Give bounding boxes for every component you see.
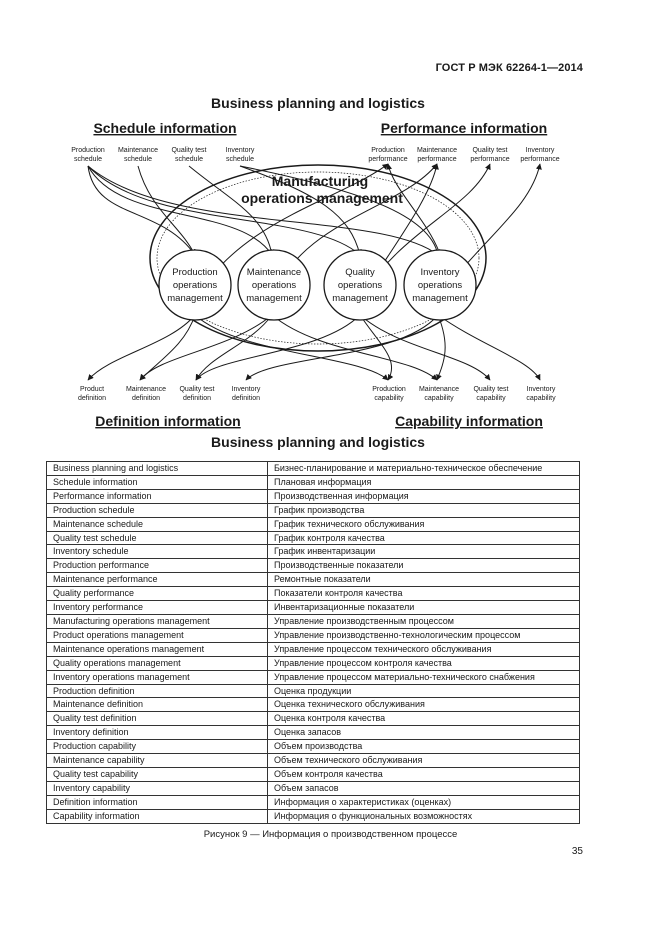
performance-information-heading: Performance information xyxy=(380,120,548,136)
sub-ellipse-line1: Quality xyxy=(345,267,375,278)
russian-term: Информация о характеристиках (оценках) xyxy=(268,795,580,809)
russian-term: Объем контроля качества xyxy=(268,767,580,781)
english-term: Quality test definition xyxy=(47,712,268,726)
english-term: Quality test capability xyxy=(47,767,268,781)
definition-label-line1: Quality test xyxy=(179,386,215,393)
performance-label-line1: Maintenance xyxy=(416,147,458,154)
capability-labels xyxy=(372,386,556,402)
performance-label-line1: Quality test xyxy=(472,147,508,154)
capability-label-line2: capability xyxy=(476,395,506,402)
definition-information-heading: Definition information xyxy=(95,413,241,429)
table-row xyxy=(47,614,580,628)
definition-label-line1: Inventory xyxy=(231,386,261,393)
sub-ellipse-line1: Maintenance xyxy=(246,267,302,278)
table-row xyxy=(47,670,580,684)
table-row xyxy=(47,601,580,615)
definition-label-line1: Product xyxy=(79,386,105,393)
english-term: Production schedule xyxy=(47,503,268,517)
definition-label-line2: definition xyxy=(77,395,107,402)
english-term: Inventory performance xyxy=(47,601,268,615)
table-row xyxy=(47,545,580,559)
schedule-label-line2: schedule xyxy=(225,156,255,163)
table-row xyxy=(47,503,580,517)
sub-ellipse-line1: Production xyxy=(172,267,218,278)
english-term: Maintenance operations management xyxy=(47,642,268,656)
performance-label-line2: performance xyxy=(368,156,408,163)
table-row xyxy=(47,698,580,712)
sub-ellipses xyxy=(159,250,476,320)
table-row xyxy=(47,531,580,545)
russian-term: Плановая информация xyxy=(268,475,580,489)
capability-label-line1: Maintenance xyxy=(418,386,460,393)
english-term: Production performance xyxy=(47,559,268,573)
capability-label-line2: capability xyxy=(374,395,404,402)
performance-label-line2: performance xyxy=(417,156,457,163)
definition-label-line2: definition xyxy=(131,395,161,402)
schedule-label-line1: Maintenance xyxy=(117,147,159,154)
russian-term: Производственные показатели xyxy=(268,559,580,573)
definition-label-line2: definition xyxy=(182,395,212,402)
sub-ellipse-line2: operations xyxy=(172,280,218,291)
capability-label-line1: Inventory xyxy=(526,386,556,393)
table-row xyxy=(47,684,580,698)
schedule-label-line1: Inventory xyxy=(225,147,255,154)
sub-ellipse-line2: operations xyxy=(417,280,463,291)
english-term: Inventory capability xyxy=(47,781,268,795)
sub-ellipse-line2: operations xyxy=(337,280,383,291)
russian-term: Управление процессом технического обслуживания xyxy=(268,642,580,656)
schedule-arrows xyxy=(88,166,438,255)
russian-term: Управление процессом материально-технического снабжения xyxy=(268,670,580,684)
performance-label-line2: performance xyxy=(520,156,560,163)
english-term: Production definition xyxy=(47,684,268,698)
russian-term: График контроля качества xyxy=(268,531,580,545)
english-term: Inventory schedule xyxy=(47,545,268,559)
russian-term: Объем запасов xyxy=(268,781,580,795)
table-row xyxy=(47,489,580,503)
english-term: Performance information xyxy=(47,489,268,503)
schedule-label-line1: Production xyxy=(71,147,105,154)
english-term: Definition information xyxy=(47,795,268,809)
schedule-labels xyxy=(71,147,255,163)
english-term: Business planning and logistics xyxy=(47,462,268,476)
english-term: Inventory definition xyxy=(47,726,268,740)
english-term: Maintenance schedule xyxy=(47,517,268,531)
sub-ellipse-line3: management xyxy=(332,293,388,304)
capability-label-line1: Quality test xyxy=(473,386,509,393)
russian-term: Производственная информация xyxy=(268,489,580,503)
sub-ellipse-line1: Inventory xyxy=(420,267,460,278)
sub-ellipse-line3: management xyxy=(167,293,223,304)
diagram-bottom-title: Business planning and logistics xyxy=(211,434,425,450)
russian-term: Оценка запасов xyxy=(268,726,580,740)
russian-term: Бизнес-планирование и материально-техническое обеспечение xyxy=(268,462,580,476)
russian-term: Ремонтные показатели xyxy=(268,573,580,587)
english-term: Maintenance capability xyxy=(47,754,268,768)
table-row xyxy=(47,726,580,740)
standard-header: ГОСТ Р МЭК 62264-1—2014 xyxy=(435,62,583,74)
performance-label-line2: performance xyxy=(470,156,510,163)
definition-arrows xyxy=(88,315,438,380)
english-term: Quality performance xyxy=(47,587,268,601)
table-row xyxy=(47,587,580,601)
english-term: Maintenance performance xyxy=(47,573,268,587)
schedule-label-line1: Quality test xyxy=(171,147,207,154)
schedule-label-line2: schedule xyxy=(174,156,204,163)
russian-term: Управление процессом контроля качества xyxy=(268,656,580,670)
english-term: Quality test schedule xyxy=(47,531,268,545)
operations-information-diagram xyxy=(0,0,661,460)
english-term: Schedule information xyxy=(47,475,268,489)
table-row xyxy=(47,573,580,587)
sub-ellipse-line2: operations xyxy=(251,280,297,291)
glossary-table xyxy=(46,461,580,824)
table-row xyxy=(47,781,580,795)
schedule-label-line2: schedule xyxy=(73,156,103,163)
table-row xyxy=(47,559,580,573)
table-row xyxy=(47,795,580,809)
definition-labels xyxy=(78,386,261,402)
russian-term: Оценка контроля качества xyxy=(268,712,580,726)
table-row xyxy=(47,809,580,823)
english-term: Production capability xyxy=(47,740,268,754)
russian-term: Объем технического обслуживания xyxy=(268,754,580,768)
table-row xyxy=(47,740,580,754)
schedule-label-line2: schedule xyxy=(123,156,153,163)
mom-title-line1: Manufacturing xyxy=(271,173,369,189)
table-row xyxy=(47,475,580,489)
capability-label-line1: Production xyxy=(372,386,406,393)
page-number: 35 xyxy=(571,846,583,857)
russian-term: Управление производственным процессом xyxy=(268,614,580,628)
sub-ellipse-line3: management xyxy=(246,293,302,304)
capability-label-line2: capability xyxy=(526,395,556,402)
performance-labels xyxy=(368,147,559,163)
english-term: Product operations management xyxy=(47,628,268,642)
table-row xyxy=(47,754,580,768)
mom-title-line2: operations management xyxy=(241,190,403,206)
english-term: Quality operations management xyxy=(47,656,268,670)
definition-label-line1: Maintenance xyxy=(125,386,167,393)
performance-label-line1: Inventory xyxy=(525,147,555,154)
english-term: Inventory operations management xyxy=(47,670,268,684)
russian-term: График инвентаризации xyxy=(268,545,580,559)
schedule-information-heading: Schedule information xyxy=(93,120,237,136)
table-row xyxy=(47,462,580,476)
russian-term: Информация о функциональных возможностях xyxy=(268,809,580,823)
table-row xyxy=(47,517,580,531)
russian-term: Оценка продукции xyxy=(268,684,580,698)
russian-term: Управление производственно-технологическим процессом xyxy=(268,628,580,642)
russian-term: График производства xyxy=(268,503,580,517)
definition-label-line2: definition xyxy=(231,395,261,402)
english-term: Maintenance definition xyxy=(47,698,268,712)
performance-label-line1: Production xyxy=(371,147,405,154)
table-row xyxy=(47,767,580,781)
english-term: Capability information xyxy=(47,809,268,823)
capability-label-line2: capability xyxy=(424,395,454,402)
sub-ellipse-line3: management xyxy=(412,293,468,304)
figure-caption: Рисунок 9 — Информация о производственном процессе xyxy=(203,829,458,840)
russian-term: Показатели контроля качества xyxy=(268,587,580,601)
table-row xyxy=(47,628,580,642)
table-row xyxy=(47,642,580,656)
table-row xyxy=(47,656,580,670)
table-row xyxy=(47,712,580,726)
diagram-top-title: Business planning and logistics xyxy=(211,95,425,111)
russian-term: Оценка технического обслуживания xyxy=(268,698,580,712)
capability-information-heading: Capability information xyxy=(395,413,543,429)
russian-term: Инвентаризационные показатели xyxy=(268,601,580,615)
russian-term: График технического обслуживания xyxy=(268,517,580,531)
english-term: Manufacturing operations management xyxy=(47,614,268,628)
russian-term: Объем производства xyxy=(268,740,580,754)
